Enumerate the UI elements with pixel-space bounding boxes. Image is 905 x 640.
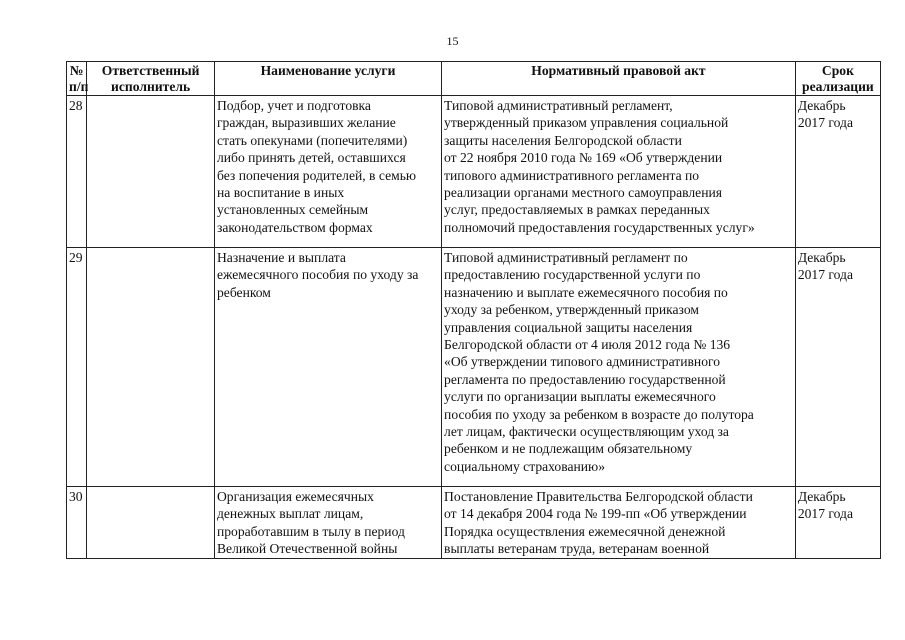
legal-act-cell: Постановление Правительства Белгородской области от 14 декабря 2004 года № 199-пп «Об утверждении Порядка осуществления ежемесячной денежной выплаты ветеранам труда, ветеранам военной (442, 487, 796, 559)
term-cell: Декабрь 2017 года (795, 487, 880, 559)
legal-act-cell: Типовой административный регламент, утвержденный приказом управления социальной защиты населения Белгородской области от 22 ноября 2010 года № 169 «Об утверждении типового административного регламента по реализации органами местного самоуправления услуг, предоставляемых в рамках переданных полномочий предоставления государственных услуг» (442, 96, 796, 248)
service-name-cell: Организация ежемесячных денежных выплат лицам, проработавшим в тылу в период Великой Отечественной войны (214, 487, 441, 559)
row-number: 30 (67, 487, 87, 559)
table-row (67, 487, 881, 559)
row-number: 29 (67, 248, 87, 487)
header-term: Срок реализации (795, 62, 880, 96)
row-number: 28 (67, 96, 87, 248)
header-act: Нормативный правовой акт (442, 62, 796, 96)
term-cell: Декабрь 2017 года (795, 248, 880, 487)
responsible-cell (87, 96, 215, 248)
responsible-cell (87, 248, 215, 487)
services-table (66, 61, 881, 559)
page-number: 15 (446, 34, 459, 48)
table-row (67, 96, 881, 248)
legal-act-cell: Типовой административный регламент по предоставлению государственной услуги по назначению и выплате ежемесячного пособия по уходу за ребенком, утвержденный приказом управления социальной защиты населения Белгородской области от 4 июля 2012 года № 136 «Об утверждении типового административного регламента по предоставлению государственной услуги по организации выплаты ежемесячного пособия по уходу за ребенком в возрасте до полутора лет лицам, фактически осуществляющим уход за ребенком и не подлежащим обязательному социальному страхованию» (442, 248, 796, 487)
table-header-row (67, 62, 881, 96)
service-name-cell: Подбор, учет и подготовка граждан, выразивших желание стать опекунами (попечителями) либо принять детей, оставшихся без попечения родителей, в семью на воспитание в иных установленных семейным законодательством формах (214, 96, 441, 248)
header-service: Наименование услуги (214, 62, 441, 96)
header-responsible: Ответственный исполнитель (87, 62, 215, 96)
responsible-cell (87, 487, 215, 559)
service-name-cell: Назначение и выплата ежемесячного пособия по уходу за ребенком (214, 248, 441, 487)
header-num: № п/п (67, 62, 87, 96)
table-row (67, 248, 881, 487)
term-cell: Декабрь 2017 года (795, 96, 880, 248)
